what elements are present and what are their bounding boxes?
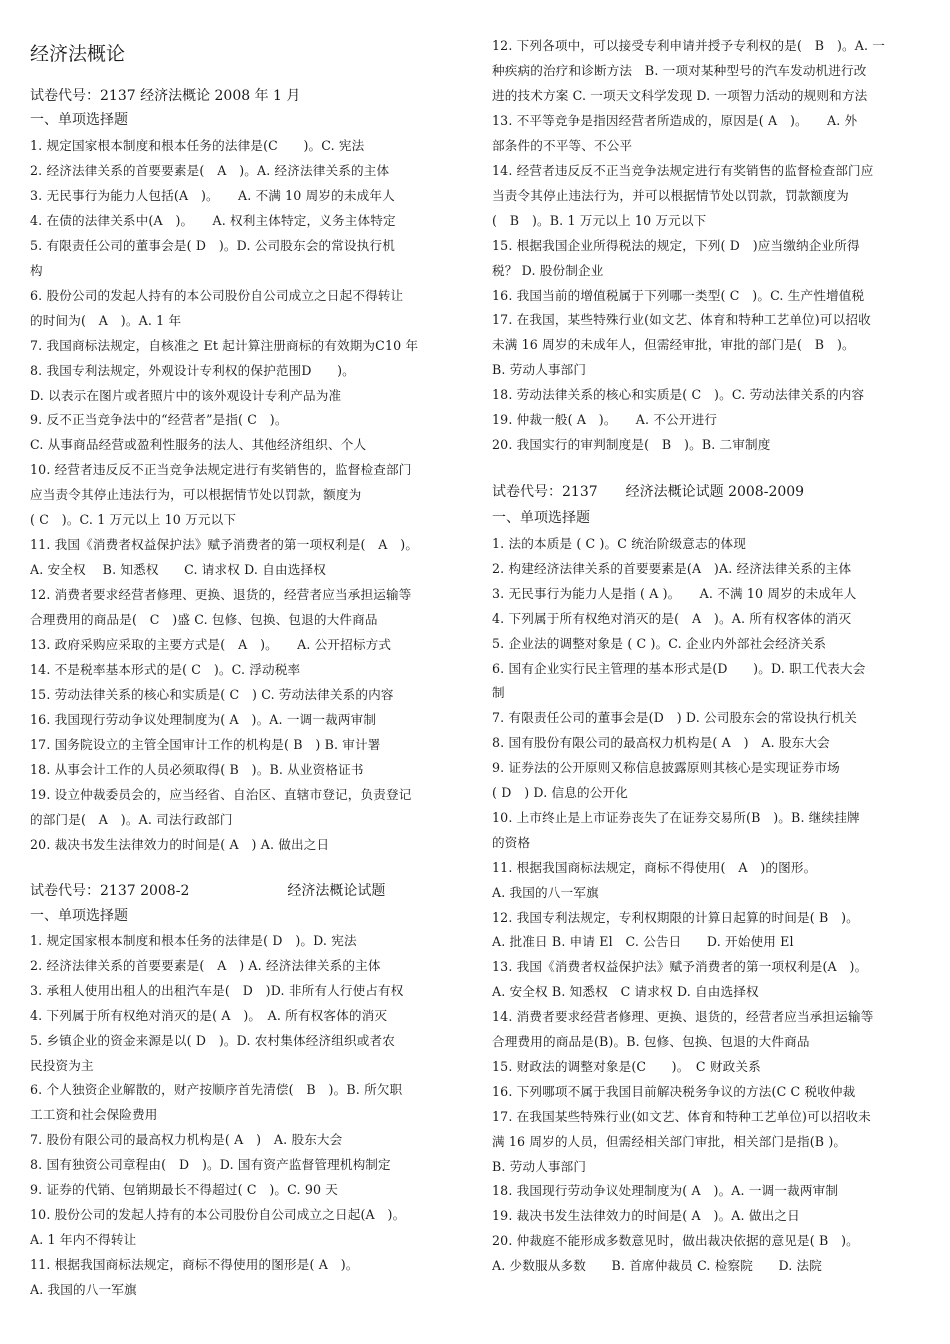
question-line: 10. 经营者违反反不正当竞争法规定进行有奖销售的，监督检查部门 <box>30 462 412 478</box>
question-line: 1. 规定国家根本制度和根本任务的法律是(C )。C. 宪法 <box>30 138 365 153</box>
question-line: ( B )。B. 1 万元以上 10 万元以下 <box>492 212 707 228</box>
question-line: 2. 构建经济法律关系的首要要素是(A )A. 经济法律关系的主体 <box>492 560 852 576</box>
question-line: 制 <box>492 685 505 701</box>
question-line: A. 我国的八一军旗 <box>30 1281 137 1297</box>
question-line: 18. 从事会计工作的人员必须取得( B )。B. 从业资格证书 <box>30 761 364 777</box>
question-line: 进的技术方案 C. 一项天文科学发现 D. 一项智力活动的规则和方法 <box>492 87 868 103</box>
question-line: 14. 经营者违反反不正当竞争法规定进行有奖销售的监督检查部门应 <box>492 162 874 178</box>
question-line: 8. 国有股份有限公司的最高权力机构是( A ) A. 股东大会 <box>492 735 830 751</box>
question-line: 13. 不平等竞争是指因经营者所造成的，原因是( A )。 A. 外 <box>492 112 858 128</box>
question-line: 1. 法的本质是 ( C )。C 统治阶级意志的体现 <box>492 536 746 551</box>
question-line: 11. 我国《消费者权益保护法》赋予消费者的第一项权利是( A )。 <box>30 537 419 553</box>
question-line: 5. 乡镇企业的资金来源是以( D )。D. 农村集体经济组织或者农 <box>30 1032 395 1048</box>
question-line: 未满 16 周岁的未成年人，但需经审批，审批的部门是( B )。 <box>492 337 855 353</box>
question-line: 的部门是( A )。A. 司法行政部门 <box>30 811 233 827</box>
section-subheader: 一、单项选择题 <box>30 908 128 924</box>
question-line: 2. 经济法律关系的首要要素是( A )。A. 经济法律关系的主体 <box>30 162 390 178</box>
question-line: 9. 反不正当竞争法中的“经营者”是指( C )。 <box>30 412 288 428</box>
question-line: 16. 我国当前的增值税属于下列哪一类型( C )。C. 生产性增值税 <box>492 287 865 303</box>
question-line: A. 少数服从多数 B. 首席仲裁员 C. 检察院 D. 法院 <box>492 1258 823 1274</box>
question-line: 税？ D. 股份制企业 <box>492 262 604 278</box>
question-line: 18. 我国现行劳动争议处理制度为( A )。A. 一调一裁两审制 <box>492 1183 839 1199</box>
question-line: 12. 下列各项中，可以接受专利申请并授予专利权的是( B )。A. 一 <box>492 38 886 53</box>
question-line: 6. 国有企业实行民主管理的基本形式是(D )。D. 职工代表大会 <box>492 660 866 676</box>
question-line: 17. 在我国某些特殊行业(如文艺、体育和特种工艺单位)可以招收未 <box>492 1108 871 1124</box>
question-line: C. 从事商品经营或盈利性服务的法人、其他经济组织、个人 <box>30 437 367 453</box>
question-line: 10. 上市终止是上市证券丧失了在证券交易所(B )。B. 继续挂牌 <box>492 809 860 825</box>
question-line: 当责令其停止违法行为，并可以根据情节处以罚款，罚款额度为 <box>492 187 849 203</box>
document-title: 经济法概论 <box>30 43 126 65</box>
question-line: 部条件的不平等、不公平 <box>492 137 633 153</box>
question-line: 构 <box>30 262 43 278</box>
question-line: 3. 承租人使用出租人的出租汽车是( D )D. 非所有人行使占有权 <box>30 982 404 998</box>
question-line: 9. 证券法的公开原则又称信息披露原则其核心是实现证券市场 <box>492 760 840 776</box>
question-line: D. 以表示在图片或者照片中的该外观设计专利产品为准 <box>30 387 342 403</box>
question-line: A. 批准日 B. 申请 El C. 公告日 D. 开始使用 El <box>492 934 794 950</box>
question-line: 4. 在债的法律关系中(A )。 A. 权利主体特定，义务主体特定 <box>30 212 396 228</box>
question-line: 应当责令其停止违法行为，可以根据情节处以罚款，额度为 <box>30 487 362 503</box>
question-line: 20. 仲裁庭不能形成多数意见时，做出裁决依据的意见是( B )。 <box>492 1233 859 1249</box>
section-subheader: 一、单项选择题 <box>492 510 590 526</box>
question-line: 5. 企业法的调整对象是 ( C )。C. 企业内外部社会经济关系 <box>492 635 827 651</box>
question-line: 19. 裁决书发生法律效力的时间是( A )。A. 做出之日 <box>492 1208 800 1224</box>
question-line: 20. 我国实行的审判制度是( B )。B. 二审制度 <box>492 437 771 453</box>
question-line: 11. 根据我国商标法规定，商标不得使用( A )的图形。 <box>492 859 817 875</box>
question-line: 15. 劳动法律关系的核心和实质是( C ) C. 劳动法律关系的内容 <box>30 686 394 702</box>
question-line: A. 安全权 B. 知悉权 C 请求权 D. 自由选择权 <box>492 984 759 1000</box>
question-line: B. 劳动人事部门 <box>492 1158 587 1174</box>
question-line: 的资格 <box>492 834 531 850</box>
question-line: ( C )。C. 1 万元以上 10 万元以下 <box>30 512 237 528</box>
question-line: 16. 我国现行劳动争议处理制度为( A )。A. 一调一裁两审制 <box>30 711 377 727</box>
question-line: A. 安全权 B. 知悉权 C. 请求权 D. 自由选择权 <box>30 562 326 578</box>
question-line: 15. 根据我国企业所得税法的规定，下列( D )应当缴纳企业所得 <box>492 237 860 253</box>
question-line: 6. 股份公司的发起人持有的本公司股份自公司成立之日起不得转让 <box>30 287 404 303</box>
question-line: 15. 财政法的调整对象是(C )。 C 财政关系 <box>492 1058 761 1074</box>
question-line: A. 1 年内不得转让 <box>30 1231 137 1247</box>
question-line: 4. 下列属于所有权绝对消灭的是( A )。A. 所有权客体的消灭 <box>492 610 852 626</box>
question-line: 17. 在我国，某些特殊行业(如文艺、体育和特种工艺单位)可以招收 <box>492 312 871 328</box>
question-line: 2. 经济法律关系的首要要素是( A ) A. 经济法律关系的主体 <box>30 957 381 973</box>
question-line: ( D ) D. 信息的公开化 <box>492 785 628 800</box>
question-line: 6. 个人独资企业解散的，财产按顺序首先清偿( B )。B. 所欠职 <box>30 1082 403 1098</box>
question-line: 3. 无民事行为能力人包括(A )。 A. 不满 10 周岁的未成年人 <box>30 187 395 203</box>
question-line: 8. 国有独资公司章程由( D )。D. 国有资产监督管理机构制定 <box>30 1157 391 1173</box>
section-header: 试卷代号：2137 经济法概论试题 2008-2009 <box>492 484 805 500</box>
question-line: 的时间为( A )。A. 1 年 <box>30 312 182 328</box>
section-header: 试卷代号：2137 经济法概论 2008 年 1 月 <box>30 88 301 104</box>
question-line: 7. 有限责任公司的董事会是(D ) D. 公司股东会的常设执行机关 <box>492 710 857 726</box>
question-line: 19. 仲裁一般( A )。 A. 不公开进行 <box>492 412 718 428</box>
question-line: 14. 消费者要求经营者修理、更换、退货的，经营者应当承担运输等 <box>492 1009 874 1025</box>
question-line: 17. 国务院设立的主管全国审计工作的机构是( B ) B. 审计署 <box>30 736 381 752</box>
question-line: 14. 不是税率基本形式的是( C )。C. 浮动税率 <box>30 661 301 677</box>
question-line: 13. 政府采购应采取的主要方式是( A )。 A. 公开招标方式 <box>30 637 392 652</box>
question-line: 4. 下列属于所有权绝对消灭的是( A )。 A. 所有权客体的消灭 <box>30 1007 388 1023</box>
question-line: 7. 我国商标法规定，自核准之 Et 起计算注册商标的有效期为C10 年 <box>30 337 419 353</box>
question-line: 合理费用的商品是(B)。B. 包修、包换、包退的大件商品 <box>492 1034 810 1049</box>
question-line: 10. 股份公司的发起人持有的本公司股份自公司成立之日起(A )。 <box>30 1206 406 1222</box>
question-line: 20. 裁决书发生法律效力的时间是( A ) A. 做出之日 <box>30 836 330 852</box>
section-header: 试卷代号：2137 2008-2 经济法概论试题 <box>30 883 386 899</box>
question-line: 13. 我国《消费者权益保护法》赋予消费者的第一项权利是(A )。 <box>492 959 868 975</box>
question-line: 18. 劳动法律关系的核心和实质是( C )。C. 劳动法律关系的内容 <box>492 387 865 403</box>
question-line: 民投资为主 <box>30 1057 94 1073</box>
question-line: 12. 消费者要求经营者修理、更换、退货的，经营者应当承担运输等 <box>30 587 412 603</box>
question-line: A. 我国的八一军旗 <box>492 884 599 900</box>
question-line: 1. 规定国家根本制度和根本任务的法律是( D )。D. 宪法 <box>30 933 357 948</box>
question-line: 9. 证券的代销、包销期最长不得超过( C )。C. 90 天 <box>30 1182 339 1197</box>
question-line: 7. 股份有限公司的最高权力机构是( A ) A. 股东大会 <box>30 1132 343 1148</box>
question-line: 3. 无民事行为能力人是指 ( A )。 A. 不满 10 周岁的未成年人 <box>492 585 857 601</box>
question-line: 工工资和社会保险费用 <box>30 1107 158 1123</box>
question-line: 8. 我国专利法规定，外观设计专利权的保护范围D )。 <box>30 362 355 378</box>
question-line: 19. 设立仲裁委员会的，应当经省、自治区、直辖市登记，负责登记 <box>30 786 412 802</box>
section-subheader: 一、单项选择题 <box>30 112 128 128</box>
question-line: 16. 下列哪项不属于我国目前解决税务争议的方法(C C 税收仲裁 <box>492 1083 856 1099</box>
question-line: 11. 根据我国商标法规定，商标不得使用的图形是( A )。 <box>30 1256 359 1272</box>
question-line: 5. 有限责任公司的董事会是( D )。D. 公司股东会的常设执行机 <box>30 237 395 253</box>
question-line: 满 16 周岁的人员，但需经相关部门审批，相关部门是指(B )。 <box>492 1133 847 1149</box>
question-line: 12. 我国专利法规定，专利权期限的计算日起算的时间是( B )。 <box>492 909 859 925</box>
question-line: B. 劳动人事部门 <box>492 362 587 378</box>
question-line: 合理费用的商品是( C )盛 C. 包修、包换、包退的大件商品 <box>30 612 378 628</box>
question-line: 种疾病的治疗和诊断方法 B. 一项对某种型号的汽车发动机进行改 <box>492 62 867 78</box>
